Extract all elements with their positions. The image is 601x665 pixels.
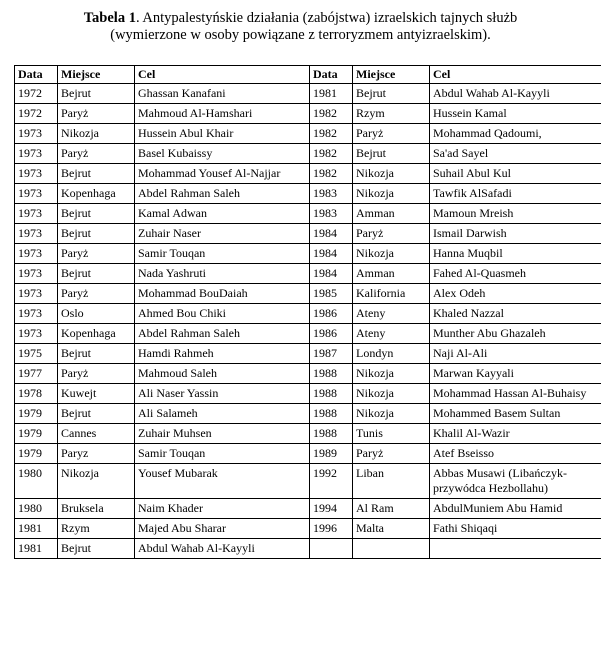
cell-target-left: Samir Touqan (135, 244, 310, 264)
cell-date-right: 1988 (310, 424, 353, 444)
cell-date-right: 1984 (310, 224, 353, 244)
cell-place-left: Kuwejt (58, 384, 135, 404)
cell-date-left: 1973 (15, 204, 58, 224)
cell-target-right: Alex Odeh (430, 284, 601, 304)
cell-date-left: 1978 (15, 384, 58, 404)
cell-target-right: Hussein Kamal (430, 104, 601, 124)
cell-place-left: Bejrut (58, 224, 135, 244)
cell-target-left: Ahmed Bou Chiki (135, 304, 310, 324)
cell-place-right: Nikozja (353, 364, 430, 384)
cell-target-right: Mohammed Basem Sultan (430, 404, 601, 424)
cell-target-right: Sa'ad Sayel (430, 144, 601, 164)
header-date-left: Data (15, 66, 58, 84)
cell-place-right: Amman (353, 204, 430, 224)
cell-date-right: 1984 (310, 244, 353, 264)
cell-target-left: Mahmoud Al-Hamshari (135, 104, 310, 124)
table-row (15, 344, 601, 364)
cell-date-right: 1989 (310, 444, 353, 464)
cell-place-right: Rzym (353, 104, 430, 124)
cell-target-left: Mohammad Yousef Al-Najjar (135, 164, 310, 184)
header-place-left: Miejsce (58, 66, 135, 84)
cell-place-left: Bruksela (58, 499, 135, 519)
cell-place-left: Nikozja (58, 464, 135, 499)
table-row (15, 304, 601, 324)
cell-place-left: Kopenhaga (58, 324, 135, 344)
cell-date-right: 1996 (310, 519, 353, 539)
cell-target-right: Mohammad Qadoumi, (430, 124, 601, 144)
cell-place-left: Bejrut (58, 164, 135, 184)
cell-target-left: Basel Kubaissy (135, 144, 310, 164)
cell-target-left: Mahmoud Saleh (135, 364, 310, 384)
cell-place-right (353, 539, 430, 559)
cell-date-left: 1979 (15, 404, 58, 424)
table-row (15, 244, 601, 264)
cell-target-left: Yousef Mubarak (135, 464, 310, 499)
cell-date-right: 1994 (310, 499, 353, 519)
cell-date-right: 1982 (310, 104, 353, 124)
table-row (15, 324, 601, 344)
cell-place-right: Malta (353, 519, 430, 539)
cell-place-right: Paryż (353, 224, 430, 244)
cell-target-right: Tawfik AlSafadi (430, 184, 601, 204)
cell-target-left: Zuhair Naser (135, 224, 310, 244)
header-place-right: Miejsce (353, 66, 430, 84)
cell-place-left: Paryz (58, 444, 135, 464)
cell-place-left: Bejrut (58, 344, 135, 364)
cell-place-right: Nikozja (353, 384, 430, 404)
cell-date-left: 1973 (15, 304, 58, 324)
cell-date-left: 1973 (15, 124, 58, 144)
cell-target-left: Ghassan Kanafani (135, 84, 310, 104)
cell-target-left: Abdel Rahman Saleh (135, 324, 310, 344)
cell-date-left: 1981 (15, 519, 58, 539)
cell-place-right: Al Ram (353, 499, 430, 519)
cell-place-right: Nikozja (353, 404, 430, 424)
cell-date-right: 1988 (310, 364, 353, 384)
cell-target-right (430, 539, 601, 559)
cell-date-right: 1992 (310, 464, 353, 499)
cell-target-right: Naji Al-Ali (430, 344, 601, 364)
table-row (15, 84, 601, 104)
table-row (15, 519, 601, 539)
cell-target-right: Mohammad Hassan Al-Buhaisy (430, 384, 601, 404)
table-row (15, 424, 601, 444)
cell-date-right: 1982 (310, 144, 353, 164)
table-row (15, 224, 601, 244)
cell-target-left: Kamal Adwan (135, 204, 310, 224)
table-row (15, 104, 601, 124)
cell-date-left: 1980 (15, 464, 58, 499)
cell-place-left: Paryż (58, 144, 135, 164)
cell-target-right: Atef Bseisso (430, 444, 601, 464)
table-row (15, 164, 601, 184)
cell-place-left: Rzym (58, 519, 135, 539)
cell-place-right: Bejrut (353, 84, 430, 104)
cell-date-right: 1982 (310, 164, 353, 184)
caption-title-line-1: . Antypalestyńskie działania (zabójstwa) izraelskich tajnych służb (135, 10, 518, 26)
header-target-left: Cel (135, 66, 310, 84)
cell-date-left: 1972 (15, 104, 58, 124)
cell-target-left: Samir Touqan (135, 444, 310, 464)
cell-place-right: Nikozja (353, 184, 430, 204)
table-row (15, 384, 601, 404)
cell-date-right: 1981 (310, 84, 353, 104)
table-row (15, 204, 601, 224)
cell-date-left: 1977 (15, 364, 58, 384)
cell-target-left: Ali Naser Yassin (135, 384, 310, 404)
caption-line-1 (0, 10, 601, 27)
cell-target-right: Fathi Shiqaqi (430, 519, 601, 539)
table-row (15, 184, 601, 204)
cell-place-right: Paryż (353, 444, 430, 464)
cell-place-left: Nikozja (58, 124, 135, 144)
cell-target-right: Suhail Abul Kul (430, 164, 601, 184)
cell-date-right: 1988 (310, 404, 353, 424)
cell-target-right: Marwan Kayyali (430, 364, 601, 384)
cell-date-left: 1975 (15, 344, 58, 364)
cell-target-left: Mohammad BouDaiah (135, 284, 310, 304)
cell-place-left: Paryż (58, 244, 135, 264)
cell-date-left: 1973 (15, 184, 58, 204)
caption-label: Tabela 1 (83, 10, 136, 26)
cell-target-left: Zuhair Muhsen (135, 424, 310, 444)
table-row (15, 464, 601, 499)
cell-place-left: Cannes (58, 424, 135, 444)
cell-place-right: Ateny (353, 304, 430, 324)
cell-date-right: 1987 (310, 344, 353, 364)
table-row (15, 124, 601, 144)
cell-date-left: 1972 (15, 84, 58, 104)
table-row (15, 284, 601, 304)
cell-target-right: Hanna Muqbil (430, 244, 601, 264)
cell-date-right: 1983 (310, 204, 353, 224)
cell-place-right: Liban (353, 464, 430, 499)
cell-place-left: Kopenhaga (58, 184, 135, 204)
cell-target-left: Abdel Rahman Saleh (135, 184, 310, 204)
cell-target-right: Fahed Al-Quasmeh (430, 264, 601, 284)
cell-target-right: Abdul Wahab Al-Kayyli (430, 84, 601, 104)
cell-target-left: Majed Abu Sharar (135, 519, 310, 539)
cell-date-left: 1973 (15, 284, 58, 304)
cell-place-left: Bejrut (58, 264, 135, 284)
cell-target-right: Khaled Nazzal (430, 304, 601, 324)
cell-date-right: 1985 (310, 284, 353, 304)
cell-target-left: Hussein Abul Khair (135, 124, 310, 144)
cell-date-right: 1986 (310, 304, 353, 324)
cell-date-left: 1980 (15, 499, 58, 519)
caption-title-line-2: (wymierzone w osoby powiązane z terroryzmem antyizraelskim). (110, 27, 491, 43)
cell-place-right: Bejrut (353, 144, 430, 164)
table-row (15, 264, 601, 284)
cell-date-left: 1973 (15, 224, 58, 244)
cell-target-right: Munther Abu Ghazaleh (430, 324, 601, 344)
cell-target-left: Nada Yashruti (135, 264, 310, 284)
cell-date-left: 1973 (15, 324, 58, 344)
cell-place-left: Paryż (58, 284, 135, 304)
cell-target-left: Naim Khader (135, 499, 310, 519)
cell-place-right: Ateny (353, 324, 430, 344)
cell-target-right: Khalil Al-Wazir (430, 424, 601, 444)
assassinations-table (14, 65, 601, 559)
cell-place-right: Nikozja (353, 244, 430, 264)
table-caption (0, 10, 601, 44)
cell-date-left: 1973 (15, 244, 58, 264)
cell-place-right: Amman (353, 264, 430, 284)
table-row (15, 499, 601, 519)
cell-date-left: 1979 (15, 444, 58, 464)
cell-date-right: 1986 (310, 324, 353, 344)
cell-place-left: Oslo (58, 304, 135, 324)
header-row (15, 66, 601, 84)
cell-date-left: 1973 (15, 264, 58, 284)
cell-place-right: Tunis (353, 424, 430, 444)
table-body (15, 84, 601, 559)
cell-target-right: Mamoun Mreish (430, 204, 601, 224)
cell-date-right: 1982 (310, 124, 353, 144)
header-target-right: Cel (430, 66, 601, 84)
cell-place-left: Bejrut (58, 204, 135, 224)
cell-target-right: AbdulMuniem Abu Hamid (430, 499, 601, 519)
cell-place-right: Paryż (353, 124, 430, 144)
table-row (15, 364, 601, 384)
cell-place-right: Londyn (353, 344, 430, 364)
cell-place-left: Bejrut (58, 404, 135, 424)
cell-date-left: 1973 (15, 144, 58, 164)
cell-place-right: Nikozja (353, 164, 430, 184)
cell-place-left: Paryż (58, 364, 135, 384)
cell-place-right: Kalifornia (353, 284, 430, 304)
table-row (15, 444, 601, 464)
table-row (15, 144, 601, 164)
header-date-right: Data (310, 66, 353, 84)
cell-date-right: 1984 (310, 264, 353, 284)
cell-place-left: Paryż (58, 104, 135, 124)
cell-place-left: Bejrut (58, 539, 135, 559)
cell-target-left: Ali Salameh (135, 404, 310, 424)
cell-date-right: 1988 (310, 384, 353, 404)
cell-place-left: Bejrut (58, 84, 135, 104)
cell-target-left: Hamdi Rahmeh (135, 344, 310, 364)
cell-date-right: 1983 (310, 184, 353, 204)
cell-date-left: 1979 (15, 424, 58, 444)
cell-date-right (310, 539, 353, 559)
cell-date-left: 1981 (15, 539, 58, 559)
table-row (15, 539, 601, 559)
table-row (15, 404, 601, 424)
cell-target-right: Abbas Musawi (Libańczyk-przywódca Hezbollahu) (430, 464, 601, 499)
cell-date-left: 1973 (15, 164, 58, 184)
cell-target-right: Ismail Darwish (430, 224, 601, 244)
cell-target-left: Abdul Wahab Al-Kayyli (135, 539, 310, 559)
